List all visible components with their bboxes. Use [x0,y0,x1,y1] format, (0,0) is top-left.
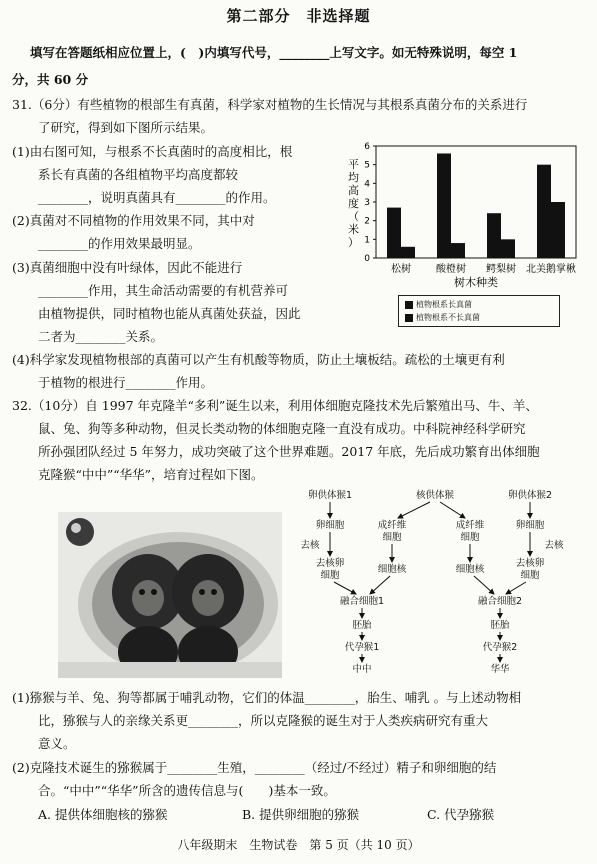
arrow-enucleated-fused-2 [506,582,526,594]
x-tick-label: 松树 [391,264,411,275]
flow-enucleate-label-2: 去核 [544,540,564,551]
flow-embryo-1: 胚胎 [352,620,372,631]
q32-p1-2: 比，猕猴与人的亲缘关系更________，所以克隆猴的诞生对于人类疾病研究有重大 [38,713,489,728]
q31-p1-2: 系长有真菌的各组植物平均高度都较 [38,167,239,182]
y-tick-label: 0 [364,254,370,264]
chart-y-axis-label: 平均高度（米） [348,158,359,249]
flow-cell-nucleus-2: 细胞核 [455,564,485,575]
x-tick-label: 鳄梨树 [486,264,516,275]
flow-enucleated-2a: 去核卵 [515,558,545,569]
legend-swatch-with-fungi [405,301,413,309]
flow-surrogate-1: 代孕猴1 [344,642,380,653]
q32-p2-1: (2)克隆技术诞生的猕猴属于________生殖，________（经过/不经过）精子和卵细胞的结 [12,760,497,775]
flow-embryo-2: 胚胎 [490,620,510,631]
y-tick-label: 3 [364,198,370,208]
chart-legend [398,295,560,327]
q31-p3-2: ________作用，其生命活动需要的有机营养可 [38,283,289,298]
y-tick-label: 1 [364,235,370,246]
q31-p3-1: (3)真菌细胞中没有叶绿体，因此不能进行 [12,260,243,275]
q31-p4-1: (4)科学家发现植物根部的真菌可以产生有机酸等物质，防止土壤板结。疏松的土壤更有利 [12,352,505,367]
instructions-line-2: 分，共 60 分 [12,72,89,87]
y-tick-label: 2 [364,216,370,227]
bar-without-fungi [401,247,415,258]
flow-surrogate-2: 代孕猴2 [482,642,518,653]
bar-with-fungi [387,208,401,258]
legend-item-without-fungi [405,312,480,323]
flow-enucleated-1b: 细胞 [320,570,340,581]
section-title: 第二部分 非选择题 [226,7,371,25]
y-tick-label: 4 [364,179,370,190]
flow-fibroblast-1a: 成纤维 [377,520,407,531]
flow-fused-cell-2: 融合细胞2 [477,596,523,607]
q32-stem-1: 32.（10分）自 1997 年克隆羊“多利”诞生以来，利用体细胞克隆技术先后繁殖出马、牛、羊、 [12,398,538,413]
flow-cell-nucleus-1: 细胞核 [377,564,407,575]
legend-label-without-fungi: 植物根系不长真菌 [416,313,480,322]
q32-stem-3: 所孙强团队经过 5 年努力，成功突破了这个世界难题。2017 年底，先后成功繁育出体细胞 [38,444,540,459]
arrow-nucleus-fused-2 [474,576,494,594]
cloning-flowchart [290,486,595,676]
page-footer: 八年级期末 生物试卷 第 5 页（共 10 页） [177,838,420,852]
q31-p3-3: 由植物提供，同时植物也能从真菌处获益，因此 [38,306,301,321]
tree-height-bar-chart [340,138,585,288]
q32-option-a: A. 提供体细胞核的猕猴 [38,807,168,822]
bar-with-fungi [437,153,451,258]
bar-with-fungi [487,213,501,258]
q32-p1-3: 意义。 [38,736,76,751]
q32-option-b: B. 提供卵细胞的猕猴 [242,807,360,822]
arrow-nucleus-fibro2 [440,502,465,518]
bar-without-fungi [501,239,515,258]
q31-p2-2: ________的作用效果最明显。 [38,236,201,251]
q31-stem-1: 31.（6分）有些植物的根部生有真菌，科学家对植物的生长情况与其根系真菌分布的关系进行 [12,97,528,112]
flow-enucleate-label-1: 去核 [300,540,320,551]
flow-nucleus-donor: 核供体猴 [415,490,455,501]
q31-p4-2: 于植物的根进行________作用。 [38,375,214,390]
bar-without-fungi [451,243,465,258]
legend-item-with-fungi [405,299,472,310]
flow-egg-donor-2: 卵供体猴2 [507,490,553,501]
flow-egg-cell-1: 卵细胞 [315,520,345,531]
flow-fibroblast-1b: 细胞 [382,532,402,543]
y-tick-label: 5 [364,160,370,171]
flow-egg-cell-2: 卵细胞 [515,520,545,531]
q32-p2-2: 合。“中中”“华华”所含的遗传信息与( )基本一致。 [38,783,336,798]
flow-fibroblast-2a: 成纤维 [455,520,485,531]
q31-p3-4: 二者为________关系。 [38,329,164,344]
bar-with-fungi [537,165,551,258]
arrow-nucleus-fused-1 [370,576,390,594]
bar-without-fungi [551,202,565,258]
cloned-monkeys-photo [58,512,282,678]
x-tick-label: 酸橙树 [436,264,466,275]
flow-egg-donor-1: 卵供体猴1 [307,490,353,501]
legend-label-with-fungi: 植物根系长真菌 [416,300,472,309]
q32-stem-2: 鼠、兔、狗等多种动物，但灵长类动物的体细胞克隆一直没有成功。中科院神经科学研究 [38,421,526,436]
flow-enucleated-2b: 细胞 [520,570,540,581]
flow-fibroblast-2b: 细胞 [460,532,480,543]
flow-fused-cell-1: 融合细胞1 [339,596,385,607]
q32-p1-1: (1)猕猴与羊、兔、狗等都属于哺乳动物，它们的体温________，胎生、哺乳 。与上述动物相 [12,690,522,705]
chart-x-axis-label: 树木种类 [454,276,498,288]
q31-p1-3: ________，说明真菌具有________的作用。 [38,190,276,205]
x-tick-label: 北美鹅掌楸 [526,264,576,275]
arrow-enucleated-fused-1 [334,582,356,594]
flow-enucleated-1a: 去核卵 [315,558,345,569]
q31-stem-2: 了研究，得到如下图所示结果。 [38,120,214,135]
q31-p2-1: (2)真菌对不同植物的作用效果不同，其中对 [12,213,255,228]
q32-stem-4: 克隆猴“中中”“华华”，培育过程如下图。 [38,467,264,482]
flow-zhongzhong: 中中 [352,664,372,675]
arrow-nucleus-fibro1 [398,502,430,518]
y-tick-label: 6 [364,142,370,152]
q31-p1-1: (1)由右图可知，与根系不长真菌时的高度相比，根 [12,144,293,159]
instructions-line-1: 填写在答题纸相应位置上，( )内填写代号，________上写文字。如无特殊说明，每空 1 [30,45,518,60]
q32-option-c: C. 代孕猕猴 [427,807,495,822]
legend-swatch-without-fungi [405,314,413,322]
flow-huahua: 华华 [490,664,510,675]
